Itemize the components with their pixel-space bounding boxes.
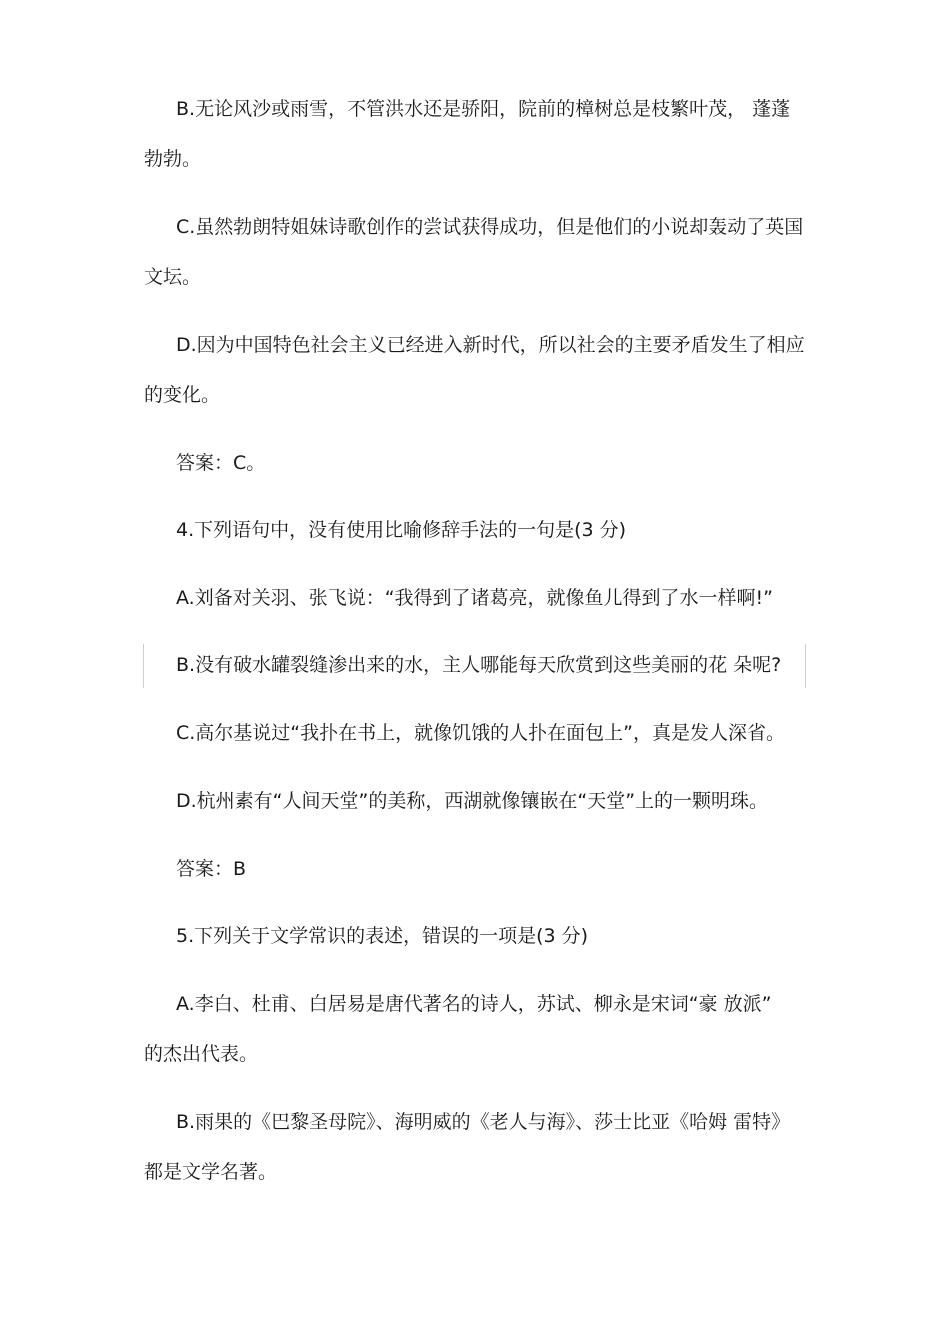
q5-option-b-line-2: 都是文学名著。 (144, 1161, 278, 1183)
answer-3: 答案：C。 (176, 452, 266, 474)
question-5: 5.下列关于文学常识的表述，错误的一项是(3 分) (176, 925, 589, 947)
q5-option-a-line-2: 的杰出代表。 (144, 1043, 259, 1065)
question-4: 4.下列语句中，没有使用比喻修辞手法的一句是(3 分) (176, 519, 627, 541)
answer-4: 答案：B (176, 858, 247, 880)
option-c-line-2: 文坛。 (144, 266, 202, 288)
q4-option-b: B.没有破水罐裂缝渗出来的水，主人哪能每天欣赏到这些美丽的花 朵呢? (176, 654, 782, 676)
option-b-line-1: B.无论风沙或雨雪，不管洪水还是骄阳，院前的樟树总是枝繁叶茂， 蓬蓬 (176, 98, 791, 120)
q5-option-a-line-1: A.李白、杜甫、白居易是唐代著名的诗人，苏试、柳永是宋词“豪 放派” (176, 993, 772, 1015)
q4-option-c: C.高尔基说过“我扑在书上，就像饥饿的人扑在面包上”，真是发人深省。 (176, 722, 785, 744)
option-d-line-2: 的变化。 (144, 384, 221, 406)
option-c-line-1: C.虽然勃朗特姐妹诗歌创作的尝试获得成功，但是他们的小说却轰动了英国 (176, 216, 804, 238)
q4-option-d: D.杭州素有“人间天堂”的美称，西湖就像镶嵌在“天堂”上的一颗明珠。 (176, 790, 769, 812)
option-b-line-2: 勃勃。 (144, 148, 202, 170)
q4-option-a: A.刘备对关羽、张飞说：“我得到了诸葛亮，就像鱼儿得到了水一样啊!” (176, 587, 774, 609)
option-d-line-1: D.因为中国特色社会主义已经进入新时代，所以社会的主要矛盾发生了相应 (176, 334, 805, 356)
q5-option-b-line-1: B.雨果的《巴黎圣母院》、海明威的《老人与海》、莎士比亚《哈姆 雷特》 (176, 1111, 791, 1133)
